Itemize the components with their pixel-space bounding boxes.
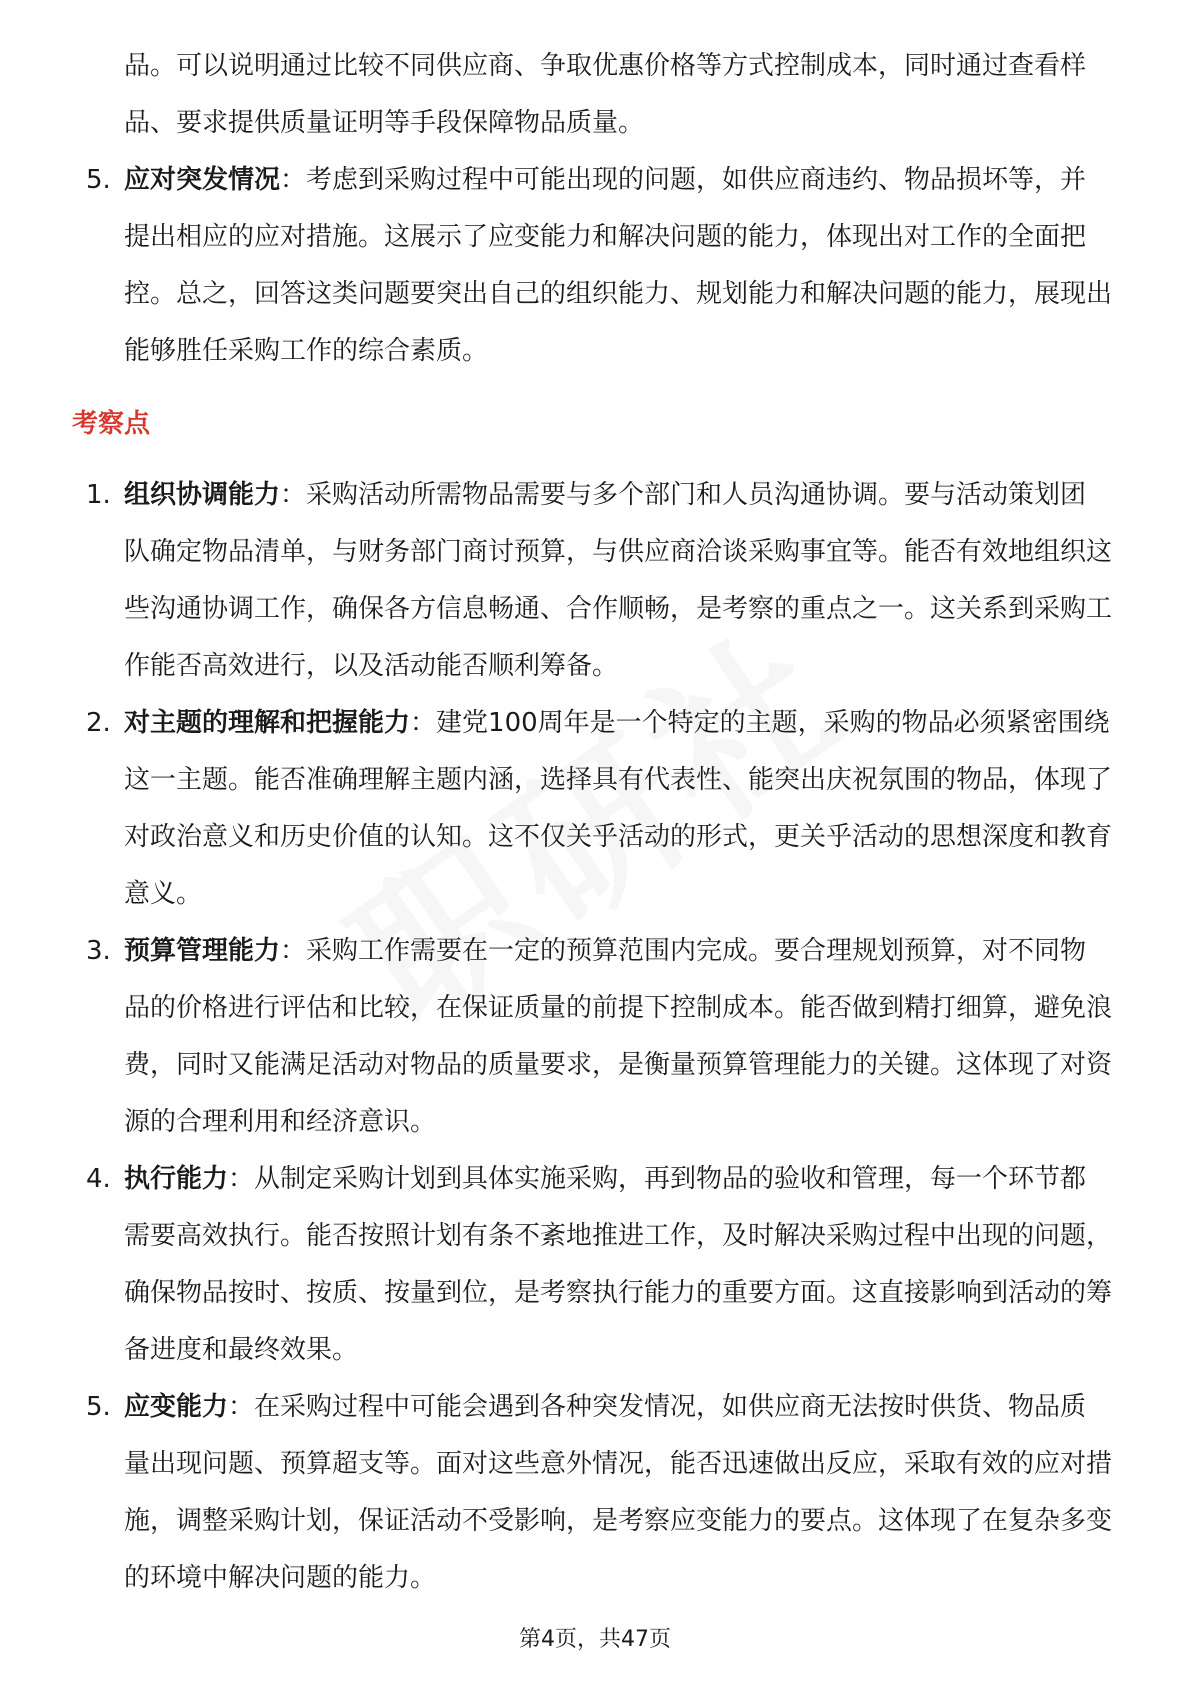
list-item-separator: ： [228, 1392, 255, 1422]
list-item-title: 对主题的理解和把握能力 [124, 708, 411, 738]
list-item-title: 预算管理能力 [124, 936, 281, 966]
list-item-separator: ： [280, 480, 307, 510]
list-item-text: 建党100周年是一个特定的主题，采购的物品必须紧密围绕这一主题。能否准确理解主题内涵，选择具有代表性、能突出庆祝氛围的物品，体现了对政治意义和历史价值的认知。这不仅关乎活动的形式，更关乎活动的思想深度和教育意义。 [124, 708, 1113, 909]
list-item [72, 152, 1112, 380]
section-heading: 考察点 [72, 409, 151, 439]
intro-continuation: 品。可以说明通过比较不同供应商、争取优惠价格等方式控制成本，同时通过查看样品、要求提供质量证明等手段保障物品质量。 [124, 51, 1087, 138]
list-item-number: 5. [86, 1392, 111, 1422]
second-list [72, 467, 1112, 1607]
list-item-separator: ： [410, 708, 437, 738]
list-item [72, 695, 1112, 923]
list-item-title: 应变能力 [124, 1392, 229, 1422]
list-item-text: 考虑到采购过程中可能出现的问题，如供应商违约、物品损坏等，并提出相应的应对措施。这展示了应变能力和解决问题的能力，体现出对工作的全面把控。总之，回答这类问题要突出自己的组织能力、规划能力和解决问题的能力，展现出能够胜任采购工作的综合素质。 [124, 165, 1113, 366]
list-item [72, 1379, 1112, 1607]
list-item-title: 应对突发情况 [124, 165, 281, 195]
list-item-text: 在采购过程中可能会遇到各种突发情况，如供应商无法按时供货、物品质量出现问题、预算超支等。面对这些意外情况，能否迅速做出反应，采取有效的应对措施，调整采购计划，保证活动不受影响，是考察应变能力的要点。这体现了在复杂多变的环境中解决问题的能力。 [124, 1392, 1113, 1593]
list-item-number: 1. [86, 480, 111, 510]
list-item-title: 组织协调能力 [124, 480, 281, 510]
list-item-separator: ： [280, 165, 307, 195]
list-item-title: 执行能力 [124, 1164, 229, 1194]
list-item-separator: ： [280, 936, 307, 966]
list-item-number: 3. [86, 936, 111, 966]
page-content [72, 38, 1112, 1607]
first-list [72, 152, 1112, 380]
list-item [72, 923, 1112, 1151]
list-item-separator: ： [228, 1164, 255, 1194]
list-item [72, 1151, 1112, 1379]
page-footer: 第4页，共47页 [519, 1627, 671, 1652]
list-item-number: 5. [86, 165, 111, 195]
list-item-number: 2. [86, 708, 111, 738]
list-item-number: 4. [86, 1164, 111, 1194]
list-item-text: 从制定采购计划到具体实施采购，再到物品的验收和管理，每一个环节都需要高效执行。能否按照计划有条不紊地推进工作，及时解决采购过程中出现的问题，确保物品按时、按质、按量到位，是考察执行能力的重要方面。这直接影响到活动的筹备进度和最终效果。 [124, 1164, 1113, 1365]
list-item-text: 采购工作需要在一定的预算范围内完成。要合理规划预算，对不同物品的价格进行评估和比较，在保证质量的前提下控制成本。能否做到精打细算，避免浪费，同时又能满足活动对物品的质量要求，是衡量预算管理能力的关键。这体现了对资源的合理利用和经济意识。 [124, 936, 1113, 1137]
list-item [72, 467, 1112, 695]
list-item-text: 采购活动所需物品需要与多个部门和人员沟通协调。要与活动策划团队确定物品清单，与财务部门商讨预算，与供应商洽谈采购事宜等。能否有效地组织这些沟通协调工作，确保各方信息畅通、合作顺畅，是考察的重点之一。这关系到采购工作能否高效进行，以及活动能否顺利筹备。 [124, 480, 1113, 681]
